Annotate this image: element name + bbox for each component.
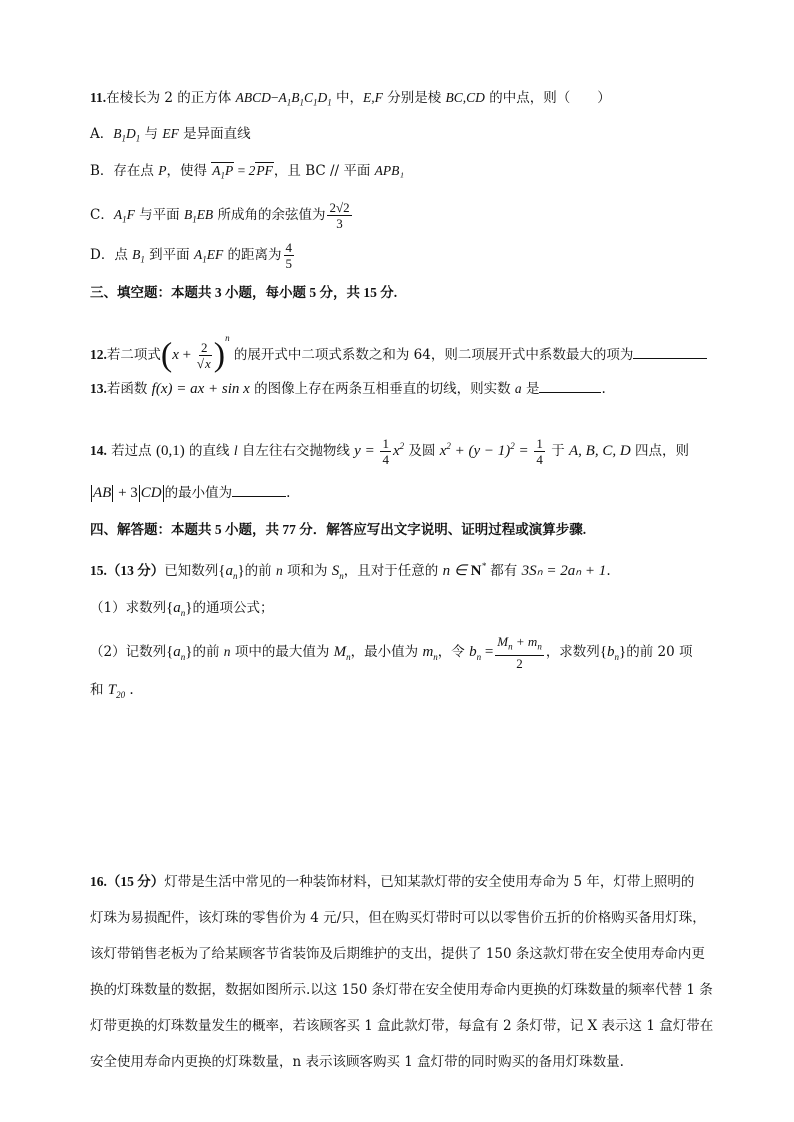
q16-line3: 该灯带销售老板为了给某顾客节省装饰及后期维护的支出，提供了 150 条这款灯带在安全使用寿命内更 [90,946,705,962]
q15-t2: 的前 [244,563,276,579]
q14-pf-den: 4 [382,452,389,467]
q12-num: 2 [201,340,208,355]
option-a-b1d1: $B_1D_1$ [113,126,141,144]
q15-seq-a: $\{a_n\}$ [218,563,245,581]
q12-number: 12. [90,347,107,362]
q11-option-b [90,161,724,186]
q15-p2: （2）记数列 [90,644,167,660]
option-c-numerator: 2√2 [329,200,350,215]
q13-a: a [514,381,522,396]
q16-line4: 换的灯珠数量的数据，数据如图所示.以这 150 条灯带在安全使用寿命内更换的灯珠数量的频率代替 1 条 [90,982,713,998]
q15-mn: $m_n$ [422,644,438,662]
q16-number: 16. [90,874,107,889]
q15-p2i: . [125,682,134,698]
q14-parabola-x: $x^2$ [392,441,405,459]
q15-t4: ，且对于任意的 [343,563,443,579]
q14-cf-den: 4 [536,452,543,467]
q15-p2g: 的前 20 项 [626,644,693,660]
q11-number: 11. [90,90,107,105]
q12-pre: 若二项式 [106,347,161,363]
q14-mid1: 的直线 [184,443,234,459]
q13-function: f(x) = ax + sin x [151,381,250,397]
q14-cf-num: 1 [536,436,543,451]
section-3-heading: 三、填空题：本题共 3 小题，每小题 5 分，共 15 分. [90,285,398,300]
q11-option-d [90,238,724,272]
q15-number: 15. [90,563,107,578]
q15-part2 [90,632,724,672]
q15-t20: $T_{20}$ [107,682,126,700]
q15-p2e: ，令 [437,644,470,660]
q15-bn-den: 2 [516,655,523,671]
q12-den: √x [196,356,211,371]
option-b-p: P [158,163,167,178]
q15-p2h: 和 [90,682,108,698]
q11-ef: E,F [363,90,383,105]
q15-p1: （1）求数列 [90,600,167,616]
option-b-label: B． [90,163,114,179]
q15-part2-line2 [90,680,724,705]
q15-t1: 已知数列 [164,563,219,579]
q16-line1 [90,872,724,892]
q15-end: . [606,563,611,579]
q12-x: x [172,347,179,363]
option-c-fraction [327,200,351,231]
q11-text-a: 在棱长为 2 的正方体 [106,90,236,106]
q12-fraction [197,340,212,371]
section-4-heading: 四、解答题：本题共 5 小题，共 77 分．解答应写出文字说明、证明过程或演算步骤. [90,522,587,537]
option-c-plane: $B_1EB$ [183,207,214,225]
q16-line6: 安全使用寿命内更换的灯珠数量，n 表示该顾客购买 1 盒灯带的同时购买的备用灯珠数量. [90,1054,624,1070]
q15-equation: 3Sₙ = 2aₙ + 1 [521,563,607,579]
q15-stem [90,556,724,586]
option-c-text: 与平面 [134,207,184,223]
q14-mid4: 于 [546,443,570,459]
q12-post: 的展开式中二项式系数之和为 64，则二项展开式中系数最大的项为 [229,347,634,363]
q11-text-d: 的中点，则（ ） [484,90,611,106]
q15-t3: 项和为 [282,563,332,579]
q13-pre: 若函数 [106,381,152,397]
option-a-label: A． [90,126,114,142]
q14-end: . [286,485,291,501]
q15-t5: 都有 [486,563,522,579]
q13-number: 13. [90,381,107,396]
q11-bccd: BC,CD [445,90,485,105]
q15-bn-num: $M_n + m_n$ [495,634,544,656]
q14-points: A, B, C, D [569,443,631,459]
q14-number: 14. [90,443,107,458]
q15-set: n ∈ N* [442,561,487,579]
q13 [90,378,724,399]
option-a-text: 与 [140,126,163,142]
q15-p2f: ，求数列 [545,644,600,660]
option-d-text3: 的距离为 [223,247,282,263]
q14-line-l: l [233,443,238,458]
option-b-plane: APB₁ [374,163,405,178]
q15-p2d: ，最小值为 [350,644,423,660]
option-c-a1f: $A_1F$ [113,207,135,225]
q13-end: . [601,381,606,397]
option-d-b1: $B_1$ [132,247,145,265]
q15-p1b: 的通项公式； [192,600,274,616]
q15-p2-seqb: $\{b_n\}$ [599,644,627,662]
option-d-text2: 到平面 [144,247,194,263]
q14-circle-frac [534,436,545,467]
q12-answer-blank[interactable] [633,344,707,359]
q15-n: n [275,563,283,578]
q11-text-b: 中， [331,90,364,106]
q11-option-c [90,198,724,232]
q14-line2-text: 的最小值为 [164,485,233,501]
option-d-numerator: 4 [285,240,293,255]
option-b-text1: 存在点 [113,163,159,179]
q14-line2 [90,482,724,503]
q15-p2c: 项中的最大值为 [230,644,334,660]
option-b-text3: ，且 [273,163,306,179]
q14-circle: $x^2 + (y - 1)^2$ = [439,441,533,459]
option-b-vector-eq: $A_1P = 2PF$ [212,163,273,181]
q14-expression: AB + 3 CD [93,485,162,501]
q13-answer-blank[interactable] [539,378,601,393]
q11-text-c: 分别是棱 [382,90,446,106]
q14 [90,428,724,467]
q14-mid5: 四点，则 [630,443,689,459]
option-b-text2: ，使得 [166,163,212,179]
option-d-fraction [284,240,295,271]
q16-text1: 灯带是生活中常见的一种装饰材料，已知某款灯带的安全使用寿命为 5 年，灯带上照明的 [164,874,695,890]
q14-mid3: 及圆 [404,443,440,459]
q15-score: （13 分） [106,563,165,578]
q14-parabola: y = [354,443,379,459]
q15-sn: $S_n$ [331,563,344,581]
q16-score: （15 分） [106,874,165,889]
option-c-denominator: 3 [336,216,343,231]
q15-p2-seq: $\{a_n\}$ [166,644,193,662]
q14-answer-blank[interactable] [232,482,286,497]
q11-option-a [90,124,724,149]
option-c-label: C． [90,207,114,223]
option-d-text1: 点 [114,247,133,263]
option-d-plane: $A_1EF$ [193,247,224,265]
q15-part1 [90,598,724,623]
q11-cube: $ABCD-A_1B_1C_1D_1$ [235,90,332,108]
q15-p2b: 的前 [192,644,224,660]
option-d-label: D． [90,247,115,263]
option-a-ef: EF [162,126,179,141]
option-a-tail: 是异面直线 [178,126,251,142]
q12 [90,318,724,374]
q15-p2-n: n [223,644,231,659]
q15-bn-frac [495,634,544,671]
q13-tail: 是 [521,381,540,397]
option-d-denominator: 5 [285,256,293,271]
q12-exponent: n [225,333,230,343]
q14-point: (0,1) [155,443,185,459]
option-c-text2: 所成角的余弦值为 [213,207,326,223]
q12-plus: + [178,347,195,363]
option-b-text4: BC // 平面 [305,163,375,179]
q15-p1-seq: $\{a_n\}$ [166,600,193,618]
q14-pre: 若过点 [106,443,156,459]
q15-bn: $b_n$ = [469,644,494,662]
q14-pf-num: 1 [382,436,389,451]
q16-line2: 灯珠为易损配件，该灯珠的零售价为 4 元/只，但在购买灯带时可以以零售价五折的价格购买备用灯珠， [90,910,706,926]
q12-binomial-close: ) [213,336,226,374]
q12-binomial: ( [160,336,173,374]
q11-stem [90,88,724,113]
q14-mid2: 自左往右交抛物线 [237,443,355,459]
q16-line5: 灯带更换的灯珠数量发生的概率，若该顾客买 1 盒此款灯带，每盒有 2 条灯带，记 X 表示这 1 盒灯带在 [90,1018,714,1034]
q13-post: 的图像上存在两条互相垂直的切线，则实数 [249,381,515,397]
q14-parabola-frac [380,436,391,467]
q15-Mn: $M_n$ [333,644,351,662]
